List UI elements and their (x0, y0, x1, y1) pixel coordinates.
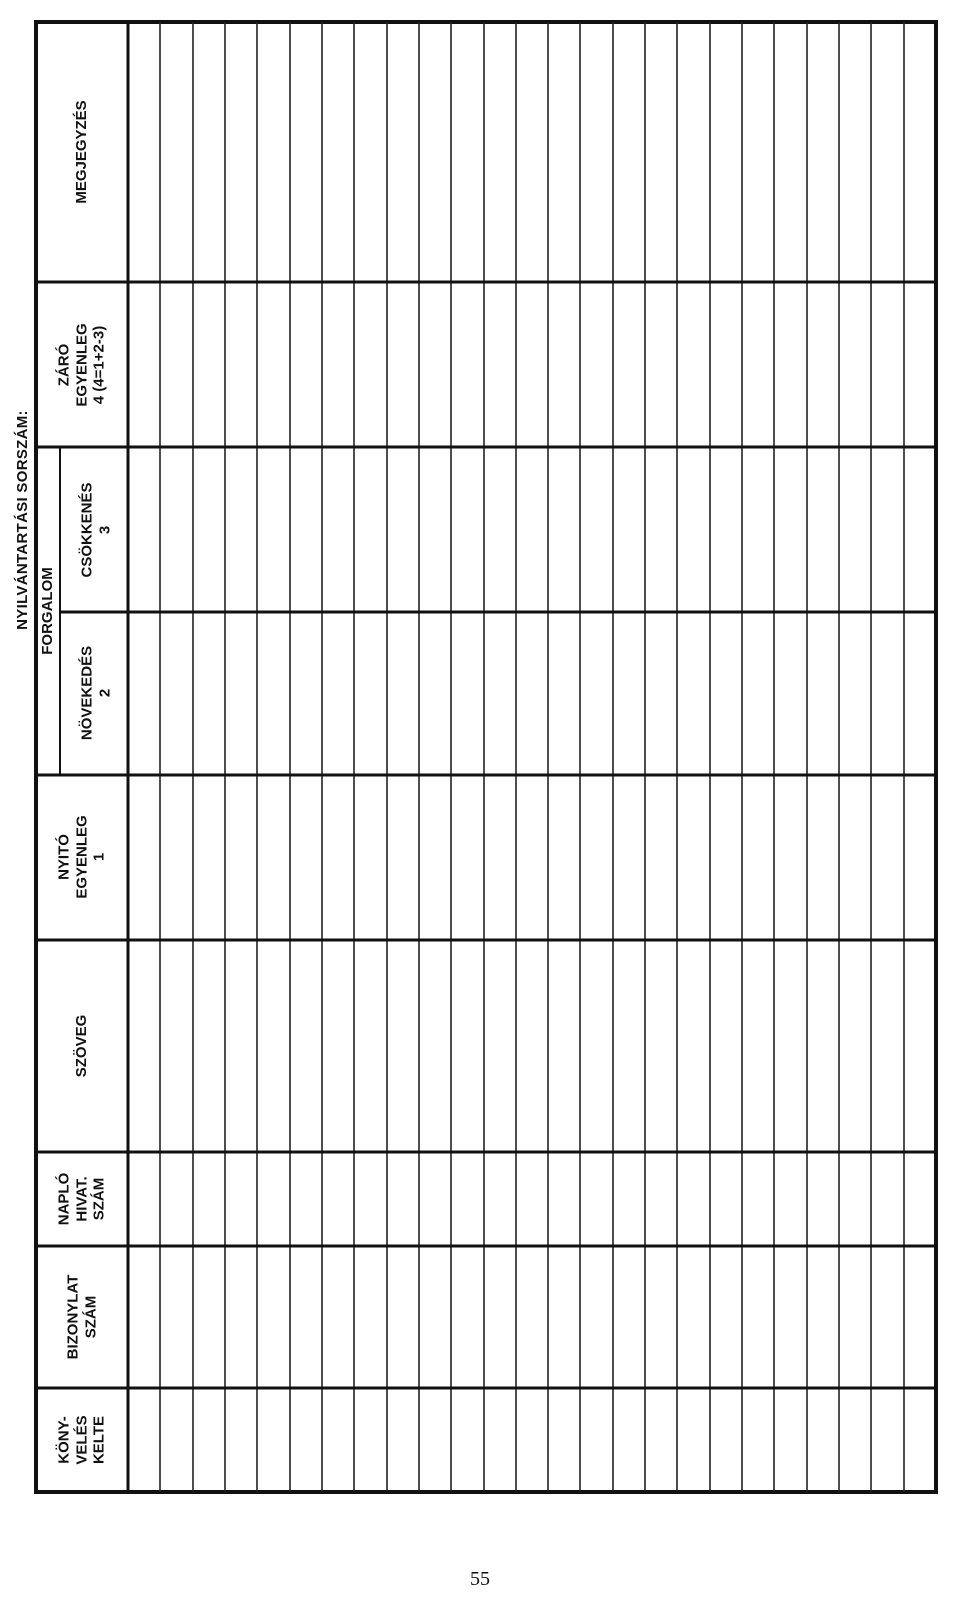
header-konyveles-kelte: KÖNY- VELÉS KELTE (55, 1415, 108, 1465)
header-csokkenes: CSÖKKENÉS 3 (78, 482, 113, 578)
registration-number-title: NYILVÁNTARTÁSI SORSZÁM: (14, 410, 32, 630)
header-nyito-egyenleg: NYITÓ EGYENLEG 1 (55, 815, 108, 899)
header-novekedes: NÖVEKEDÉS 2 (78, 645, 113, 741)
form-border (36, 22, 936, 1492)
header-megjegyzes: MEGJEGYZÉS (73, 100, 91, 204)
header-zaro-egyenleg: ZÁRÓ EGYENLEG 4 (4=1+2-3) (55, 323, 108, 407)
column-separator-lines (36, 282, 936, 1388)
ledger-row-lines (160, 22, 904, 1492)
header-bizonylat-szam: BIZONYLAT SZÁM (64, 1274, 99, 1360)
header-szoveg: SZÖVEG (73, 1014, 91, 1078)
header-forgalom: FORGALOM (39, 567, 57, 655)
page-number: 55 (470, 1568, 490, 1590)
header-naplo-hivat-szam: NAPLÓ HIVAT. SZÁM (55, 1172, 108, 1226)
